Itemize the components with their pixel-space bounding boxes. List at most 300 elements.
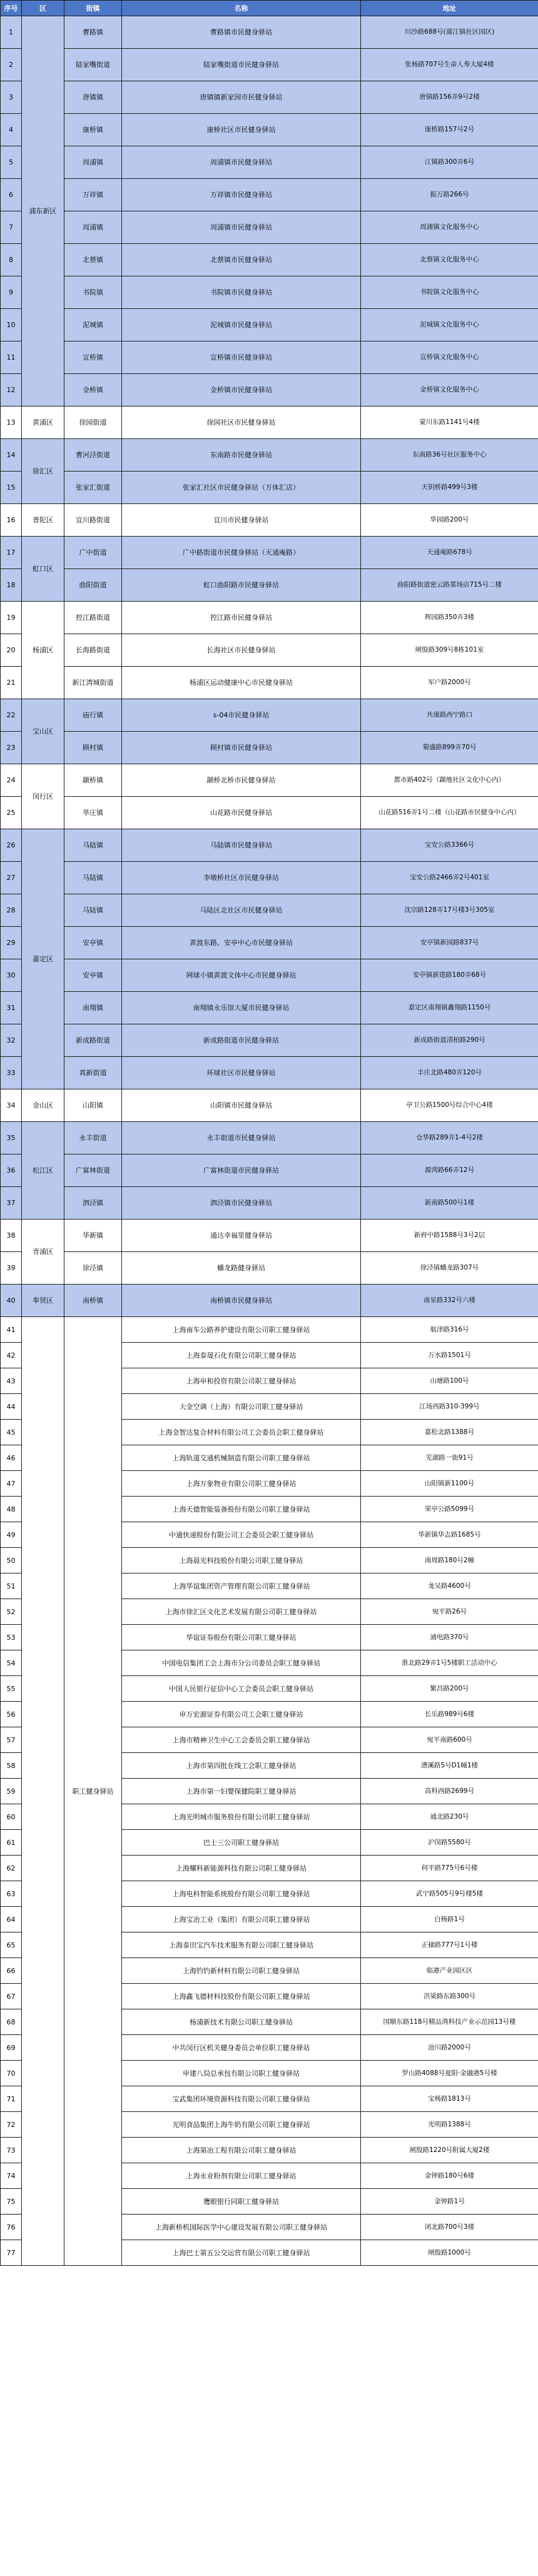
- station-name: 上海市精神卫生中心工会委员会职工健身驿站: [122, 1727, 361, 1753]
- header-index: 序号: [1, 1, 22, 16]
- row-index: 50: [1, 1548, 22, 1573]
- station-address: 宝杨路1813号: [361, 2086, 538, 2112]
- station-name: 上海电科智能系统股份有限公司职工健身驿站: [122, 1881, 361, 1907]
- row-index: 74: [1, 2163, 22, 2189]
- station-name: 顾村镇市民健身驿站: [122, 732, 361, 764]
- district-cell: [22, 1317, 64, 2266]
- station-address: 嘉松北路1388号: [361, 1420, 538, 1445]
- row-index: 57: [1, 1727, 22, 1753]
- row-index: 39: [1, 1252, 22, 1285]
- district-cell: 宝山区: [22, 699, 64, 764]
- row-index: 11: [1, 341, 22, 374]
- row-index: 54: [1, 1650, 22, 1676]
- row-index: 7: [1, 211, 22, 244]
- station-name: 大金空调（上海）有限公司职工健身驿站: [122, 1394, 361, 1420]
- table-row: [1, 472, 538, 504]
- station-address: 嘉定区南翔镇鑫翔路1150号: [361, 992, 538, 1024]
- station-address: 北蔡镇文化服务中心: [361, 244, 538, 276]
- station-address: 徐泾镇蟠龙路307号: [361, 1252, 538, 1285]
- street-cell: 永丰街道: [64, 1122, 122, 1154]
- district-cell: 徐汇区: [22, 439, 64, 504]
- worker-group-cell: 职工健身驿站: [64, 1317, 122, 2266]
- station-address: 天通庵路678号: [361, 537, 538, 569]
- station-name: 上海市第一妇婴保健院职工健身驿站: [122, 1779, 361, 1804]
- row-index: 28: [1, 894, 22, 927]
- table-row: [1, 862, 538, 894]
- station-name: 环球社区市民健身驿站: [122, 1057, 361, 1089]
- row-index: 43: [1, 1368, 22, 1394]
- row-index: 77: [1, 2240, 22, 2266]
- table-header-row: [1, 1, 538, 16]
- street-cell: 安亭镇: [64, 927, 122, 959]
- station-address: 都市路402号（颛地社区文化中心内）: [361, 764, 538, 797]
- station-address: 菊盛路899弄70号: [361, 732, 538, 764]
- station-address: 宝安公路3366号: [361, 829, 538, 862]
- district-cell: 浦东新区: [22, 16, 64, 407]
- street-cell: 南翔镇: [64, 992, 122, 1024]
- street-cell: 金桥镇: [64, 374, 122, 407]
- station-name: 上海钓钓新材料有限公司职工健身驿站: [122, 1958, 361, 1984]
- street-cell: 颛桥镇: [64, 764, 122, 797]
- station-address: 浦电路370号: [361, 1625, 538, 1650]
- table-row: [1, 732, 538, 764]
- station-address: 沪闵路5580号: [361, 1830, 538, 1856]
- row-index: 58: [1, 1753, 22, 1779]
- station-name: 上海新桥机国际医学中心建设发展有限公司职工健身驿站: [122, 2215, 361, 2240]
- row-index: 37: [1, 1187, 22, 1220]
- station-name: 上海金智达复合材料有限公司工会委员会职工健身驿站: [122, 1420, 361, 1445]
- table-row: [1, 667, 538, 699]
- station-name: 永丰街道市民健身驿站: [122, 1122, 361, 1154]
- station-address: 新府中路1588号3号2层: [361, 1220, 538, 1252]
- station-address: 荣亭公路5099号: [361, 1497, 538, 1522]
- station-name: 长海社区市民健身驿站: [122, 634, 361, 667]
- station-name: 周浦镇市民健身驿站: [122, 211, 361, 244]
- station-name: 北蔡镇市民健身驿站: [122, 244, 361, 276]
- row-index: 17: [1, 537, 22, 569]
- station-address: 罗山路4088号夏阳·金融港5号楼: [361, 2061, 538, 2086]
- station-name: 马陆区北社区市民健身驿站: [122, 894, 361, 927]
- station-address: 南星路332号六楼: [361, 1285, 538, 1317]
- row-index: 56: [1, 1702, 22, 1727]
- station-name: 鹰眼银行同职工健身驿站: [122, 2189, 361, 2215]
- street-cell: 曲阳街道: [64, 569, 122, 602]
- row-index: 15: [1, 472, 22, 504]
- district-cell: 青浦区: [22, 1220, 64, 1285]
- street-cell: 宣桥镇: [64, 341, 122, 374]
- station-name: 上海第冶工程有限公司职工健身驿站: [122, 2138, 361, 2163]
- station-name: 康桥社区市民健身驿站: [122, 114, 361, 146]
- row-index: 47: [1, 1471, 22, 1497]
- street-cell: 万祥镇: [64, 179, 122, 211]
- station-address: 芜湖路一街91号: [361, 1445, 538, 1471]
- row-index: 75: [1, 2189, 22, 2215]
- station-name: 申建八局总承包有限公司职工健身驿站: [122, 2061, 361, 2086]
- station-name: 南翔镇永乐馆大厦市民健身驿站: [122, 992, 361, 1024]
- station-name: 徐园社区市民健身驿站: [122, 407, 361, 439]
- table-row: [1, 602, 538, 634]
- district-cell: 杨浦区: [22, 602, 64, 699]
- table-row: [1, 959, 538, 992]
- row-index: 55: [1, 1676, 22, 1702]
- row-index: 44: [1, 1394, 22, 1420]
- row-index: 33: [1, 1057, 22, 1089]
- street-cell: 新成路街道: [64, 1024, 122, 1057]
- station-name: 万祥镇市民健身驿站: [122, 179, 361, 211]
- street-cell: 广中街道: [64, 537, 122, 569]
- station-address: 华园路200号: [361, 504, 538, 537]
- station-address: 东南路36号社区服务中心: [361, 439, 538, 472]
- district-cell: 虹口区: [22, 537, 64, 602]
- station-address: 共康路西宁路口: [361, 699, 538, 732]
- district-cell: 普陀区: [22, 504, 64, 537]
- station-name: 陆家嘴街道市民健身驿站: [122, 49, 361, 81]
- station-name: 上海市第四批在线工会职工健身驿站: [122, 1753, 361, 1779]
- row-index: 71: [1, 2086, 22, 2112]
- row-index: 72: [1, 2112, 22, 2138]
- station-address: 华新镇华志路1685号: [361, 1522, 538, 1548]
- station-name: 上海泰田宝汽车技术服务有限公司职工健身驿站: [122, 1932, 361, 1958]
- table-row: [1, 1122, 538, 1154]
- station-address: 宝安公路2466弄2号401室: [361, 862, 538, 894]
- row-index: 42: [1, 1343, 22, 1368]
- station-name: 上海南车公路养护建设有限公司职工健身驿站: [122, 1317, 361, 1343]
- row-index: 51: [1, 1573, 22, 1599]
- row-index: 61: [1, 1830, 22, 1856]
- station-address: 周浦镇文化服务中心: [361, 211, 538, 244]
- row-index: 24: [1, 764, 22, 797]
- row-index: 1: [1, 16, 22, 49]
- street-cell: 泗泾镇: [64, 1187, 122, 1220]
- station-name: 华谊证券股份有限公司职工健身驿站: [122, 1625, 361, 1650]
- station-address: 山塘路100号: [361, 1368, 538, 1394]
- row-index: 63: [1, 1881, 22, 1907]
- station-address: 通北路230号: [361, 1804, 538, 1830]
- row-index: 40: [1, 1285, 22, 1317]
- street-cell: 周浦镇: [64, 211, 122, 244]
- station-address: 川沙路688号(蒲江镇社区园区): [361, 16, 538, 49]
- station-address: 唐镇路156弄9号2楼: [361, 81, 538, 114]
- table-row: [1, 569, 538, 602]
- street-cell: 控江路街道: [64, 602, 122, 634]
- header-street: 街镇: [64, 1, 122, 16]
- station-name: 虹口曲阳路市民健身驿站: [122, 569, 361, 602]
- street-cell: 书院镇: [64, 276, 122, 309]
- street-cell: 顾村镇: [64, 732, 122, 764]
- table-row: [1, 894, 538, 927]
- station-address: 新南路500号1楼: [361, 1187, 538, 1220]
- station-name: 杨浦新技术有限公司职工健身驿站: [122, 2009, 361, 2035]
- station-name: 黄渡东路、安亭中心市民健身驿站: [122, 927, 361, 959]
- table-row: [1, 374, 538, 407]
- table-row: [1, 1285, 538, 1317]
- street-cell: 广富林街道: [64, 1154, 122, 1187]
- district-cell: 嘉定区: [22, 829, 64, 1089]
- table-row: [1, 699, 538, 732]
- district-cell: 松江区: [22, 1122, 64, 1220]
- station-name: 宜川市民健身驿站: [122, 504, 361, 537]
- station-address: 长乐路989号6楼: [361, 1702, 538, 1727]
- row-index: 26: [1, 829, 22, 862]
- street-cell: 徐园街道: [64, 407, 122, 439]
- station-address: 宛平南路600号: [361, 1727, 538, 1753]
- street-cell: 泥城镇: [64, 309, 122, 341]
- row-index: 49: [1, 1522, 22, 1548]
- station-address: 航津路316号: [361, 1317, 538, 1343]
- station-address: 闭北路700号3楼: [361, 2215, 538, 2240]
- table-row: [1, 114, 538, 146]
- table-row: [1, 341, 538, 374]
- table-row: [1, 992, 538, 1024]
- station-address: 沧川路2000号: [361, 2035, 538, 2061]
- row-index: 70: [1, 2061, 22, 2086]
- station-name: 杨浦区运动健康中心市民健身驿站: [122, 667, 361, 699]
- station-name: 山阳镇市民健身驿站: [122, 1089, 361, 1122]
- row-index: 68: [1, 2009, 22, 2035]
- street-cell: 马陆镇: [64, 829, 122, 862]
- station-name: 申万宏源证券有限公司工会职工健身驿站: [122, 1702, 361, 1727]
- table-row: [1, 1187, 538, 1220]
- street-cell: 马陆镇: [64, 862, 122, 894]
- station-address: 江场西路310-399号: [361, 1394, 538, 1420]
- station-name: 上海永业粉剂有限公司职工健身驿站: [122, 2163, 361, 2189]
- station-address: 辉园路350弄3楼: [361, 602, 538, 634]
- station-name: 新成路街道市民健身驿站: [122, 1024, 361, 1057]
- station-name: 唐镇镇新家园市民健身驿站: [122, 81, 361, 114]
- row-index: 14: [1, 439, 22, 472]
- station-address: 泥城镇文化服务中心: [361, 309, 538, 341]
- street-cell: 陆家嘴街道: [64, 49, 122, 81]
- station-address: 闸殷路1220号附属大厦2楼: [361, 2138, 538, 2163]
- row-index: 66: [1, 1958, 22, 1984]
- station-address: 武宁路505号9号楼5楼: [361, 1881, 538, 1907]
- row-index: 16: [1, 504, 22, 537]
- header-name: 名称: [122, 1, 361, 16]
- station-name: 东南路市民健身驿站: [122, 439, 361, 472]
- station-name: 张家汇社区市民健身驿站（万体汇店）: [122, 472, 361, 504]
- station-address: 安亭镇新园路837号: [361, 927, 538, 959]
- station-address: 山阳镇新1100号: [361, 1471, 538, 1497]
- row-index: 12: [1, 374, 22, 407]
- station-address: 淮北路29弄1号5楼职工活动中心: [361, 1650, 538, 1676]
- table-body: [1, 16, 538, 2266]
- street-cell: 华新镇: [64, 1220, 122, 1252]
- station-address: 光明路1388号: [361, 2112, 538, 2138]
- station-name: 上海泰晟石化有限公司职工健身驿站: [122, 1343, 361, 1368]
- station-address: 天钥桥路499号3楼: [361, 472, 538, 504]
- station-address: 宛平路26号: [361, 1599, 538, 1625]
- station-address: 白杨路1号: [361, 1907, 538, 1932]
- station-address: 山花路516弄1号二楼（山花路市民健身中心内）: [361, 797, 538, 829]
- table-row: [1, 49, 538, 81]
- station-name: 广富林街道市民健身驿站: [122, 1154, 361, 1187]
- row-index: 8: [1, 244, 22, 276]
- station-address: 南周路180号2幢: [361, 1548, 538, 1573]
- station-name: 上海申和投资有限公司职工健身驿站: [122, 1368, 361, 1394]
- row-index: 67: [1, 1984, 22, 2009]
- station-address: 安亭镇新建路180弄68号: [361, 959, 538, 992]
- station-address: 振万路266号: [361, 179, 538, 211]
- table-row: [1, 16, 538, 49]
- station-name: 网球小镇黄渡文体中心市民健身驿站: [122, 959, 361, 992]
- station-name: 中国电信集团工会上海市分公司委员会职工健身驿站: [122, 1650, 361, 1676]
- street-cell: 南桥镇: [64, 1285, 122, 1317]
- street-cell: 康桥镇: [64, 114, 122, 146]
- row-index: 31: [1, 992, 22, 1024]
- table-row: [1, 1024, 538, 1057]
- station-name: 中通快递股份有限公司工会委员会职工健身驿站: [122, 1522, 361, 1548]
- table-row: [1, 407, 538, 439]
- district-cell: 金山区: [22, 1089, 64, 1122]
- row-index: 69: [1, 2035, 22, 2061]
- row-index: 76: [1, 2215, 22, 2240]
- street-cell: 曹路镇: [64, 16, 122, 49]
- station-address: 何平路775号6号楼: [361, 1856, 538, 1881]
- station-name: 中国人民银行征信中心工会委员会职工健身驿站: [122, 1676, 361, 1702]
- table-row: [1, 1252, 538, 1285]
- row-index: 2: [1, 49, 22, 81]
- street-cell: 周浦镇: [64, 146, 122, 179]
- district-cell: 黄浦区: [22, 407, 64, 439]
- station-name: 书院镇市民健身驿站: [122, 276, 361, 309]
- station-name: 上海宝冶工业（集团）有限公司职工健身驿站: [122, 1907, 361, 1932]
- row-index: 48: [1, 1497, 22, 1522]
- station-address: 江镇路300弄6号: [361, 146, 538, 179]
- row-index: 20: [1, 634, 22, 667]
- station-name: 马陆镇市民健身驿站: [122, 829, 361, 862]
- row-index: 9: [1, 276, 22, 309]
- street-cell: 张家汇街道: [64, 472, 122, 504]
- station-name: 光明食品集团上海牛奶有限公司职工健身驿站: [122, 2112, 361, 2138]
- row-index: 45: [1, 1420, 22, 1445]
- table-row: [1, 309, 538, 341]
- row-index: 32: [1, 1024, 22, 1057]
- station-name: 上海万象物业有限公司职工健身驿站: [122, 1471, 361, 1497]
- station-name: 宣桥镇市民健身驿站: [122, 341, 361, 374]
- station-name: 巴士三公司职工健身驿站: [122, 1830, 361, 1856]
- row-index: 3: [1, 81, 22, 114]
- row-index: 64: [1, 1907, 22, 1932]
- row-index: 4: [1, 114, 22, 146]
- street-cell: 马陆镇: [64, 894, 122, 927]
- row-index: 30: [1, 959, 22, 992]
- station-address: 正棣路777号1号楼: [361, 1932, 538, 1958]
- station-address: 书院镇文化服务中心: [361, 276, 538, 309]
- station-address: 新成路街道清柏路290号: [361, 1024, 538, 1057]
- station-address: 沈宗路128弄17号楼3号305室: [361, 894, 538, 927]
- table-row: [1, 211, 538, 244]
- street-cell: 莘庄镇: [64, 797, 122, 829]
- station-address: 繁昌路200号: [361, 1676, 538, 1702]
- row-index: 34: [1, 1089, 22, 1122]
- station-name: 颛桥北桥市民健身驿站: [122, 764, 361, 797]
- header-address: 地址: [361, 1, 538, 16]
- station-name: 曹路镇市民健身驿站: [122, 16, 361, 49]
- row-index: 59: [1, 1779, 22, 1804]
- table-row: [1, 146, 538, 179]
- table-row: [1, 504, 538, 537]
- street-cell: 曹河泾街道: [64, 439, 122, 472]
- table-row: [1, 179, 538, 211]
- row-index: 18: [1, 569, 22, 602]
- station-name: s-04市民健身驿站: [122, 699, 361, 732]
- row-index: 25: [1, 797, 22, 829]
- row-index: 36: [1, 1154, 22, 1187]
- row-index: 23: [1, 732, 22, 764]
- station-name: 周浦镇市民健身驿站: [122, 146, 361, 179]
- station-name: 通达幸福里健身驿站: [122, 1220, 361, 1252]
- table-row: [1, 439, 538, 472]
- station-name: 广中路街道市民健身驿站（天通庵路）: [122, 537, 361, 569]
- street-cell: 宜川路街道: [64, 504, 122, 537]
- row-index: 10: [1, 309, 22, 341]
- table-row: [1, 1057, 538, 1089]
- row-index: 21: [1, 667, 22, 699]
- station-address: 丰庄北路480弄120号: [361, 1057, 538, 1089]
- station-address: 蒙川东路1141号4楼: [361, 407, 538, 439]
- row-index: 6: [1, 179, 22, 211]
- station-address: 金桥镇文化服务中心: [361, 374, 538, 407]
- street-cell: 长海路街道: [64, 634, 122, 667]
- station-address: 国顺东路118号精品湾科技产业示范园13号楼: [361, 2009, 538, 2035]
- station-address: 金钟路180号6楼: [361, 2163, 538, 2189]
- station-address: 源湾路66弄12号: [361, 1154, 538, 1187]
- row-index: 52: [1, 1599, 22, 1625]
- row-index: 60: [1, 1804, 22, 1830]
- row-index: 46: [1, 1445, 22, 1471]
- table-row: [1, 1220, 538, 1252]
- row-index: 13: [1, 407, 22, 439]
- station-address: 张杨路707号生命人寿大厦4楼: [361, 49, 538, 81]
- station-address: 高科西路2699号: [361, 1779, 538, 1804]
- station-name: 上海天德智能装备股份有限公司职工健身驿站: [122, 1497, 361, 1522]
- station-name: 上海市徐汇区文化艺术发展有限公司职工健身驿站: [122, 1599, 361, 1625]
- station-address: 曲阳路街道密云路菜场店715号二楼: [361, 569, 538, 602]
- street-cell: 安亭镇: [64, 959, 122, 992]
- row-index: 73: [1, 2138, 22, 2163]
- street-cell: 唐镇镇: [64, 81, 122, 114]
- station-name: 控江路市民健身驿站: [122, 602, 361, 634]
- street-cell: 庙行镇: [64, 699, 122, 732]
- table-row: [1, 1317, 538, 1343]
- station-address: 龙吴路4600号: [361, 1573, 538, 1599]
- station-address: 闸殷路309号8栋101室: [361, 634, 538, 667]
- row-index: 38: [1, 1220, 22, 1252]
- station-name: 南桥镇市民健身驿站: [122, 1285, 361, 1317]
- row-index: 62: [1, 1856, 22, 1881]
- station-address: 洪梁路东路300号: [361, 1984, 538, 2009]
- station-address: 金钟路1号: [361, 2189, 538, 2215]
- table-row: [1, 1154, 538, 1187]
- station-name: 宝武集团环境资源科技有限公司职工健身驿站: [122, 2086, 361, 2112]
- district-cell: 闵行区: [22, 764, 64, 829]
- station-name: 金桥镇市民健身驿站: [122, 374, 361, 407]
- station-address: 闸殷路1000号: [361, 2240, 538, 2266]
- row-index: 29: [1, 927, 22, 959]
- station-name: 上海鑫飞德材科技股份有限公司职工健身驿站: [122, 1984, 361, 2009]
- station-name: 上海轨道交通机械制造有限公司职工健身驿站: [122, 1445, 361, 1471]
- table-row: [1, 244, 538, 276]
- table-row: [1, 537, 538, 569]
- station-name: 上海光明城市服务股份有限公司职工健身驿站: [122, 1804, 361, 1830]
- station-name: 上海晨光科技股份有限公司职工健身驿站: [122, 1548, 361, 1573]
- station-address: 万水路1501号: [361, 1343, 538, 1368]
- station-address: 漕溪路5号D1幢1楼: [361, 1753, 538, 1779]
- table-row: [1, 276, 538, 309]
- street-cell: 新江湾城街道: [64, 667, 122, 699]
- station-address: 仓华路289弄1-4号2楼: [361, 1122, 538, 1154]
- row-index: 35: [1, 1122, 22, 1154]
